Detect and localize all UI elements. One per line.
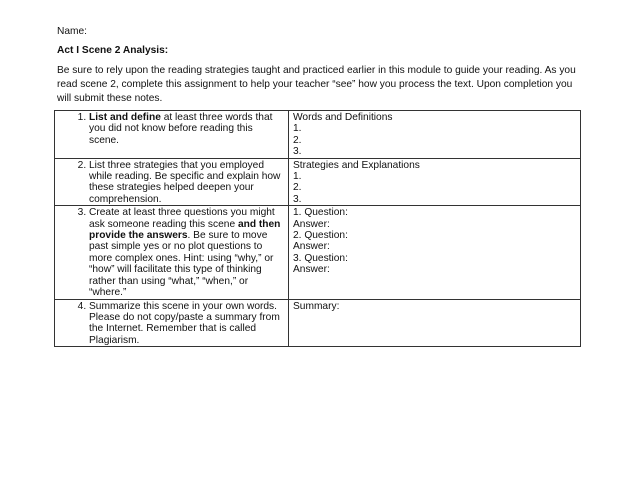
assignment-heading: Act I Scene 2 Analysis: [57,45,169,56]
task-cell [55,206,289,299]
task-bold-text: and then provide the answers [89,218,281,242]
table-row [55,111,581,159]
response-line: 3. [293,146,302,158]
response-heading: Strategies and Explanations [293,159,420,171]
answer-label: Answer: [293,264,330,276]
task-cell [55,299,289,347]
table-row [55,158,581,206]
task-item [89,301,284,347]
response-cell[interactable] [289,158,581,206]
question-label: 1. Question: [293,207,348,219]
task-cell [55,111,289,159]
task-text: . Be sure to move past simple yes or no plot questions to more complex ones. Hint: using “why,” or “how” will facilitate this type of thinking rather than using “what,” “when,” or “where.” [89,230,274,299]
task-item [89,160,284,206]
answer-label: Answer: [293,218,330,230]
question-label: 2. Question: [293,230,348,242]
task-text: Create at least three questions you might ask someone reading this scene [89,207,275,230]
response-line: 1. [293,123,302,135]
response-cell[interactable] [289,206,581,299]
response-line: 3. [293,193,302,205]
response-line: 2. [293,134,302,146]
task-cell [55,158,289,206]
table-row [55,206,581,299]
response-line: 1. [293,171,302,183]
question-label: 3. Question: [293,252,348,264]
response-line: 2. [293,182,302,194]
response-heading: Words and Definitions [293,112,393,123]
answer-label: Answer: [293,241,330,253]
task-item [89,112,284,146]
instructions-paragraph: Be sure to rely upon the reading strategies taught and practiced earlier in this module to guide your reading. As you read scene 2, complete this assignment to help your teacher “see” how you process the text. Upon completion you will submit these notes. [57,65,576,104]
task-text: Summarize this scene in your own words. Please do not copy/paste a summary from the Internet. Remember that is called Plagiarism. [89,300,280,346]
task-text: List three strategies that you employed while reading. Be specific and explain how these strategies helped deepen your comprehension. [89,159,281,205]
name-label: Name: [57,26,88,37]
table-row [55,299,581,347]
task-item [89,207,284,298]
response-cell[interactable] [289,299,581,347]
response-cell[interactable] [289,111,581,159]
summary-label: Summary: [293,300,340,312]
task-text: at least three words that you did not know before reading this scene. [89,112,273,146]
assignment-table [54,110,581,347]
task-bold-text: List and define [89,112,161,123]
